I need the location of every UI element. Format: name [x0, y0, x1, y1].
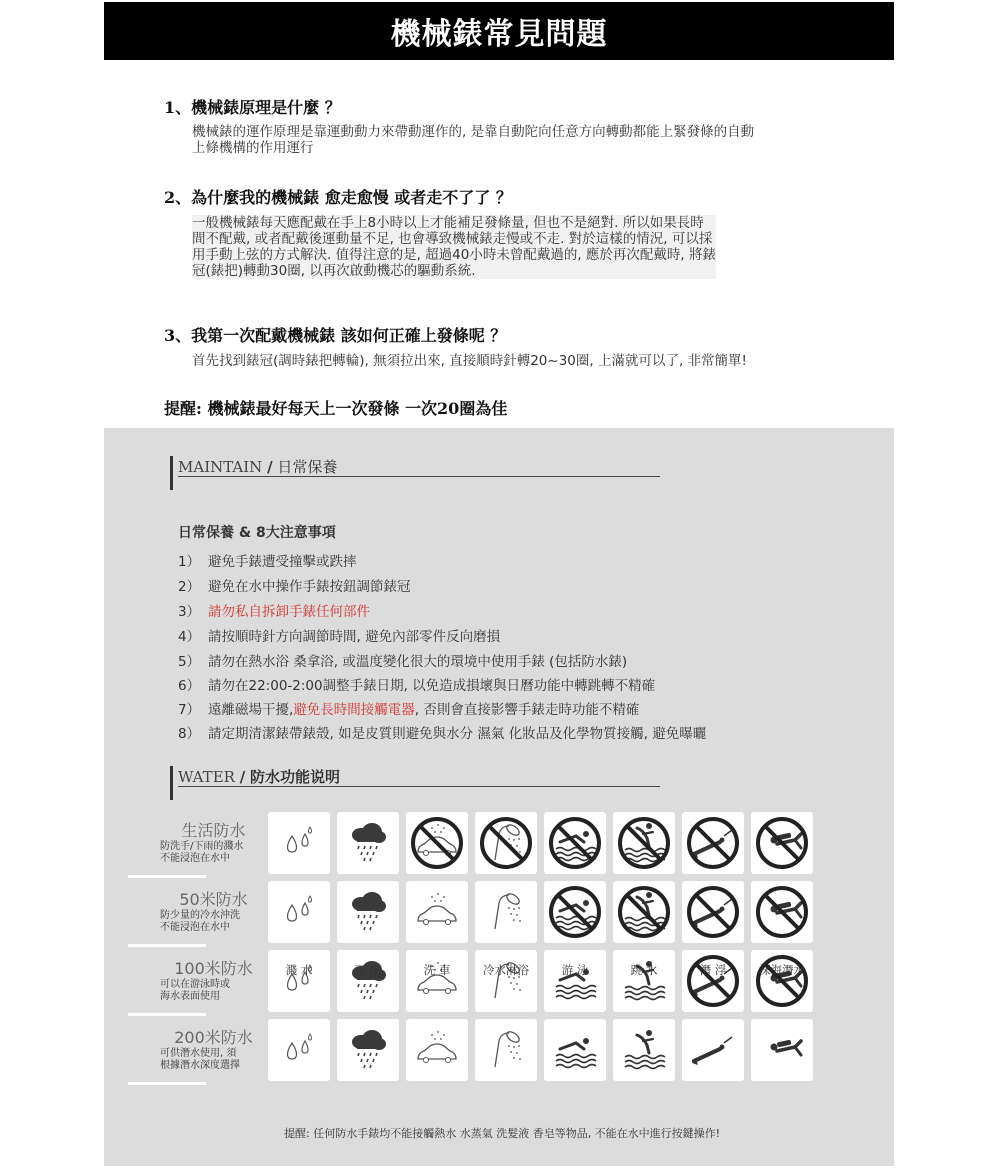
swimming-prohibited-icon	[544, 812, 606, 874]
water-grid-cell	[268, 1019, 330, 1081]
snorkel-prohibited-icon	[682, 881, 744, 943]
shower-prohibited-icon	[475, 812, 537, 874]
water-grid-cell	[337, 812, 399, 874]
snorkel-prohibited-icon	[682, 812, 744, 874]
water-grid-cell	[475, 881, 537, 943]
rain-cloud-icon	[337, 950, 399, 1012]
water-grid-cell	[268, 950, 330, 1012]
level-50m	[156, 887, 271, 947]
column-label: 下 雨	[354, 963, 382, 977]
water-grid-cell	[613, 812, 675, 874]
column-label: 濺 水	[285, 963, 313, 977]
level-life	[156, 818, 271, 878]
column-label: 冷水淋浴	[483, 963, 529, 977]
water-grid-cell	[406, 950, 468, 1012]
level-100m	[156, 956, 271, 1016]
water-footer-tip: 提醒: 任何防水手錶均不能接觸熱水 水蒸氣 洗髮液 香皂等物品, 不能在水中進行按鍵操作!	[284, 1127, 721, 1140]
diving-icon	[613, 1019, 675, 1081]
water-grid-cell	[751, 1019, 813, 1081]
maintain-title-en: MAINTAIN	[178, 458, 263, 476]
car-wash-icon	[406, 881, 468, 943]
care-item: 3） 請勿私自拆卸手錶任何部件	[178, 604, 370, 620]
faq-question-2: 2、為什麼我的機械錶 愈走愈慢 或者走不了了 ？	[164, 188, 512, 207]
water-grid-cell	[475, 812, 537, 874]
page-title-banner	[104, 2, 894, 60]
water-grid-cell	[406, 881, 468, 943]
level-description: 可以在游泳時或 海水表面使用	[160, 979, 230, 1002]
drops-icon	[268, 950, 330, 1012]
water-grid-cell	[406, 812, 468, 874]
water-grid-cell	[544, 881, 606, 943]
water-grid-cell	[337, 1019, 399, 1081]
swimming-prohibited-icon	[544, 881, 606, 943]
shower-icon	[475, 1019, 537, 1081]
water-section-header	[170, 766, 660, 814]
scuba-diving-prohibited-icon	[751, 812, 813, 874]
car-wash-icon	[406, 950, 468, 1012]
water-grid-cell	[544, 1019, 606, 1081]
snorkel-icon	[682, 1019, 744, 1081]
faq-answer-2: 一般機械錶每天應配戴在手上8小時以上才能補足發條量, 但也不是絕對. 所以如果長時 間不配戴, 或者配戴後運動量不足, 也會導致機械錶走慢或不走. 對於這樣的情況, 可以採 用手動上弦的方式解決. 值得注意的是, 超過40小時未曾配戴過的, 應於再次配戴時, 將錶 冠(錶把)轉動30圈, 以再次啟動機芯的驅動系統.	[192, 215, 717, 279]
diving-icon	[613, 950, 675, 1012]
warning-text: 請勿私自拆卸手錶任何部件	[208, 604, 370, 620]
water-grid-cell	[337, 950, 399, 1012]
header-underline	[178, 476, 660, 477]
maintain-section-header	[170, 456, 660, 504]
water-grid-cell	[613, 1019, 675, 1081]
diving-prohibited-icon	[613, 812, 675, 874]
rain-cloud-icon	[337, 881, 399, 943]
care-item: 7） 遠離磁場干擾,避免長時間接觸電器, 否則會直接影響手錶走時功能不精確	[178, 702, 640, 718]
level-name: 50米防水	[179, 890, 248, 909]
level-divider	[128, 1013, 206, 1016]
header-bar	[170, 766, 173, 800]
water-grid-cell	[544, 812, 606, 874]
drops-icon	[268, 1019, 330, 1081]
title-slash: /	[267, 458, 273, 476]
level-name: 100米防水	[174, 959, 253, 978]
water-grid-cell	[682, 881, 744, 943]
water-grid-cell	[544, 950, 606, 1012]
water-grid-cell	[751, 881, 813, 943]
water-title-en: WATER	[178, 768, 235, 786]
water-grid-cell	[268, 881, 330, 943]
water-grid-cell	[475, 950, 537, 1012]
column-label: 深海潛水	[759, 963, 805, 977]
scuba-diving-prohibited-icon	[751, 881, 813, 943]
header-underline	[178, 786, 660, 787]
water-grid-cell	[613, 881, 675, 943]
level-description: 防少量的冷水沖洗 不能浸泡在水中	[160, 910, 240, 933]
level-description: 防洗手/下雨的濺水 不能浸泡在水中	[160, 841, 244, 864]
care-item: 6） 請勿在22:00-2:00調整手錶日期, 以免造成損壞與日曆功能中轉跳轉不精確	[178, 678, 656, 694]
care-item: 2） 避免在水中操作手錶按鈕調節錶冠	[178, 579, 411, 595]
water-grid-cell	[682, 1019, 744, 1081]
drops-icon	[268, 881, 330, 943]
care-item: 1） 避免手錶遭受撞擊或跌摔	[178, 554, 357, 570]
title-slash: /	[239, 768, 246, 786]
water-grid-cell	[682, 812, 744, 874]
maintain-title-cn: 日常保養	[277, 458, 338, 476]
water-grid-cell	[751, 950, 813, 1012]
rain-cloud-icon	[337, 812, 399, 874]
maintenance-panel	[104, 428, 894, 1166]
level-divider	[128, 944, 206, 947]
winding-tip: 提醒: 機械錶最好每天上一次發條 一次20圈為佳	[164, 399, 508, 418]
header-bar	[170, 456, 173, 490]
water-grid-cell	[682, 950, 744, 1012]
column-label: 游 泳	[561, 963, 589, 977]
care-item: 5） 請勿在熱水浴 桑拿浴, 或溫度變化很大的環境中使用手錶 (包括防水錶)	[178, 654, 628, 670]
column-label: 洗 車	[423, 963, 451, 977]
water-grid-cell	[268, 812, 330, 874]
care-item: 4） 請按順時針方向調節時間, 避免內部零件反向磨損	[178, 629, 501, 645]
water-grid-cell	[751, 812, 813, 874]
level-divider	[128, 875, 206, 878]
level-200m	[156, 1025, 271, 1085]
swimming-icon	[544, 950, 606, 1012]
car-wash-icon	[406, 1019, 468, 1081]
swimming-icon	[544, 1019, 606, 1081]
shower-icon	[475, 881, 537, 943]
care-item: 8） 請定期清潔錶帶錶殼, 如是皮質則避免與水分 濕氣 化妝品及化學物質接觸, 避免曝曬	[178, 726, 707, 742]
page-title: 機械錶常見問題	[390, 17, 608, 52]
faq-question-1: 1、機械錶原理是什麼 ？	[164, 98, 341, 117]
car-wash-prohibited-icon	[406, 812, 468, 874]
column-label: 潛 浮	[699, 963, 727, 977]
water-grid-cell	[337, 881, 399, 943]
rain-cloud-icon	[337, 1019, 399, 1081]
column-label: 跳 水	[630, 963, 658, 977]
level-divider	[128, 1082, 206, 1085]
faq-answer-1: 機械錶的運作原理是靠運動動力來帶動運作的, 是靠自動陀向任意方向轉動都能上緊發條的自動 上條機構的作用運行	[192, 124, 755, 156]
level-name: 生活防水	[181, 821, 246, 840]
warning-text: 避免長時間接觸電器	[293, 702, 415, 718]
care-subtitle: 日常保養 & 8大注意事項	[178, 525, 336, 541]
shower-icon	[475, 950, 537, 1012]
diving-prohibited-icon	[613, 881, 675, 943]
level-description: 可供潛水使用, 須 根據潛水深度選擇	[160, 1048, 240, 1071]
water-grid-cell	[406, 1019, 468, 1081]
faq-question-3: 3、我第一次配戴機械錶 該如何正確上發條呢 ？	[164, 326, 507, 345]
drops-icon	[268, 812, 330, 874]
water-title-cn: 防水功能说明	[249, 768, 340, 786]
snorkel-prohibited-icon	[682, 950, 744, 1012]
faq-answer-3: 首先找到錶冠(調時錶把轉輪), 無須拉出來, 直接順時針轉20~30圈, 上滿就可以了, 非常簡單!	[192, 353, 747, 369]
water-grid-cell	[475, 1019, 537, 1081]
level-name: 200米防水	[174, 1028, 253, 1047]
water-grid-cell	[613, 950, 675, 1012]
scuba-diving-icon	[751, 1019, 813, 1081]
scuba-diving-prohibited-icon	[751, 950, 813, 1012]
